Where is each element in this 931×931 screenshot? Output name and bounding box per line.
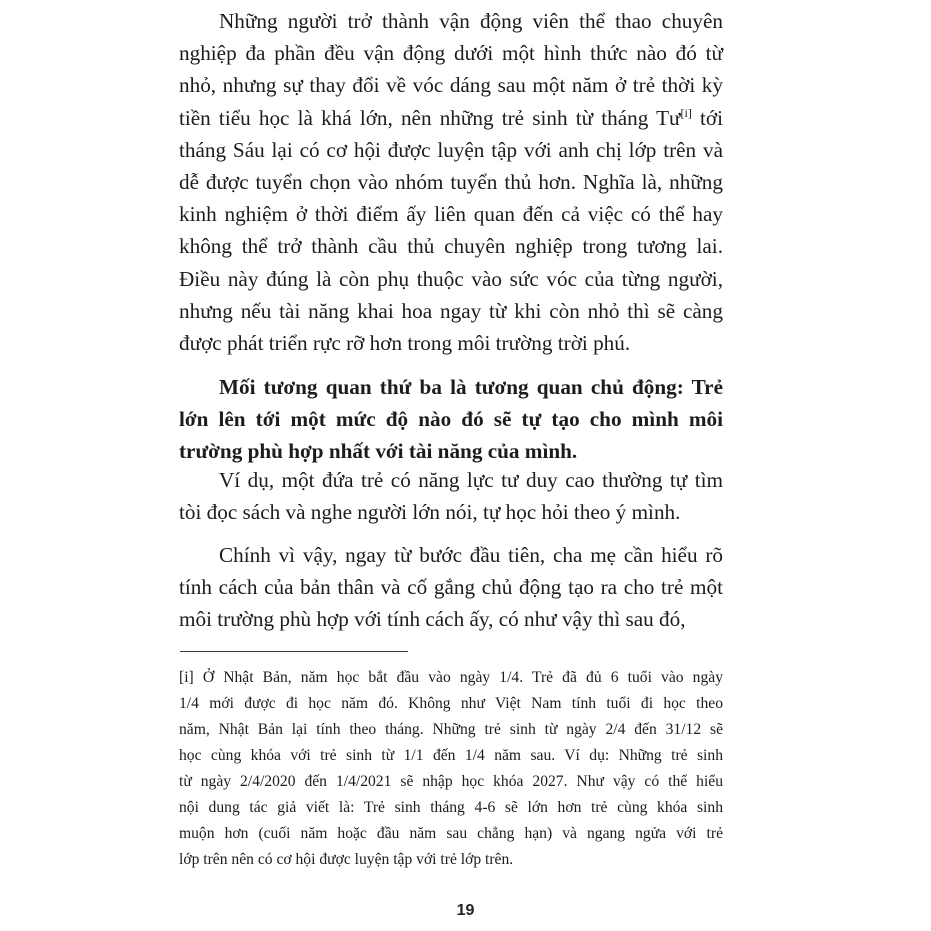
- text-line: Những người trở thành vận động viên thể thao chuyên: [219, 9, 723, 33]
- page-number: 19: [456, 902, 475, 919]
- text-line-with-footnote-ref: [179, 102, 723, 134]
- paragraph-4: [179, 539, 723, 636]
- text-line: nhưng nếu tài năng khai hoa ngay từ khi còn nhỏ thì sẽ càng: [179, 298, 723, 323]
- text-line: tòi đọc sách và nghe người lớn nói, tự học hỏi theo ý mình.: [179, 500, 681, 525]
- paragraph-2-bold-thesis: [179, 371, 723, 468]
- text-line: kinh nghiệm ở thời điểm ấy liên quan đến cả việc có thể hay: [179, 202, 723, 227]
- footnote-line: năm, Nhật Bản lại tính theo tháng. Những trẻ sinh từ ngày 2/4 đến 31/12 sẽ: [179, 721, 723, 738]
- text-line: lớn lên tới một mức độ nào đó sẽ tự tạo cho mình môi: [179, 407, 723, 432]
- text-line: tháng Sáu lại có cơ hội được luyện tập với anh chị lớp trên và: [179, 137, 723, 162]
- text-line: Chính vì vậy, ngay từ bước đầu tiên, cha mẹ cần hiểu rõ: [219, 543, 723, 567]
- footnote-line: học cùng khóa với trẻ sinh từ 1/1 đến 1/4 năm sau. Ví dụ: Những trẻ sinh: [179, 747, 723, 764]
- text-line: trường phù hợp nhất với tài năng của mình.: [179, 439, 578, 464]
- text-line: dễ được tuyển chọn vào nhóm tuyển thủ hơn. Nghĩa là, những: [179, 170, 723, 195]
- text-segment: tới: [691, 105, 723, 130]
- footnote-line: lớp trên nên có cơ hội được luyện tập với trẻ lớp trên.: [179, 851, 514, 868]
- text-line: Điều này đúng là còn phụ thuộc vào sức vóc của từng người,: [179, 266, 723, 291]
- footnote-line: từ ngày 2/4/2020 đến 1/4/2021 sẽ nhập học khóa 2027. Như vậy có thể hiểu: [179, 773, 723, 790]
- paragraph-3: [179, 464, 723, 528]
- footnote-divider: [180, 651, 408, 652]
- footnote-line: nội dung tác giả viết là: Trẻ sinh tháng 4-6 sẽ lớn hơn trẻ cùng khóa sinh: [179, 799, 723, 816]
- footnote-reference[interactable]: [i]: [680, 105, 692, 120]
- paragraph-1: [179, 5, 723, 359]
- footnote-line: [i] Ở Nhật Bản, năm học bắt đầu vào ngày 1/4. Trẻ đã đủ 6 tuổi vào ngày: [179, 669, 723, 686]
- text-line: nghiệp đa phần đều vận động dưới một hình thức nào đó từ: [179, 41, 723, 66]
- text-line: được phát triển rực rỡ hơn trong môi trường trời phú.: [179, 331, 631, 356]
- text-line: không thể trở thành cầu thủ chuyên nghiệp trong tương lai.: [179, 234, 723, 259]
- footnote: [179, 665, 723, 873]
- text-segment: tiền tiểu học là khá lớn, nên những trẻ sinh từ tháng Tư: [179, 105, 681, 130]
- text-line: Ví dụ, một đứa trẻ có năng lực tư duy cao thường tự tìm: [219, 468, 723, 492]
- text-line: môi trường phù hợp với tính cách ấy, có như vậy thì sau đó,: [179, 607, 686, 632]
- footnote-line: 1/4 mới được đi học năm đó. Không như Việt Nam tính tuổi đi học theo: [179, 695, 723, 712]
- text-line: tính cách của bản thân và cố gắng chủ động tạo ra cho trẻ một: [179, 575, 723, 600]
- text-line: nhỏ, nhưng sự thay đổi về vóc dáng sau một năm ở trẻ thời kỳ: [179, 73, 723, 98]
- text-line: Mối tương quan thứ ba là tương quan chủ động: Trẻ: [219, 375, 723, 399]
- footnote-line: muộn hơn (cuối năm hoặc đầu năm sau chẳng hạn) và ngang ngửa với trẻ: [179, 825, 723, 842]
